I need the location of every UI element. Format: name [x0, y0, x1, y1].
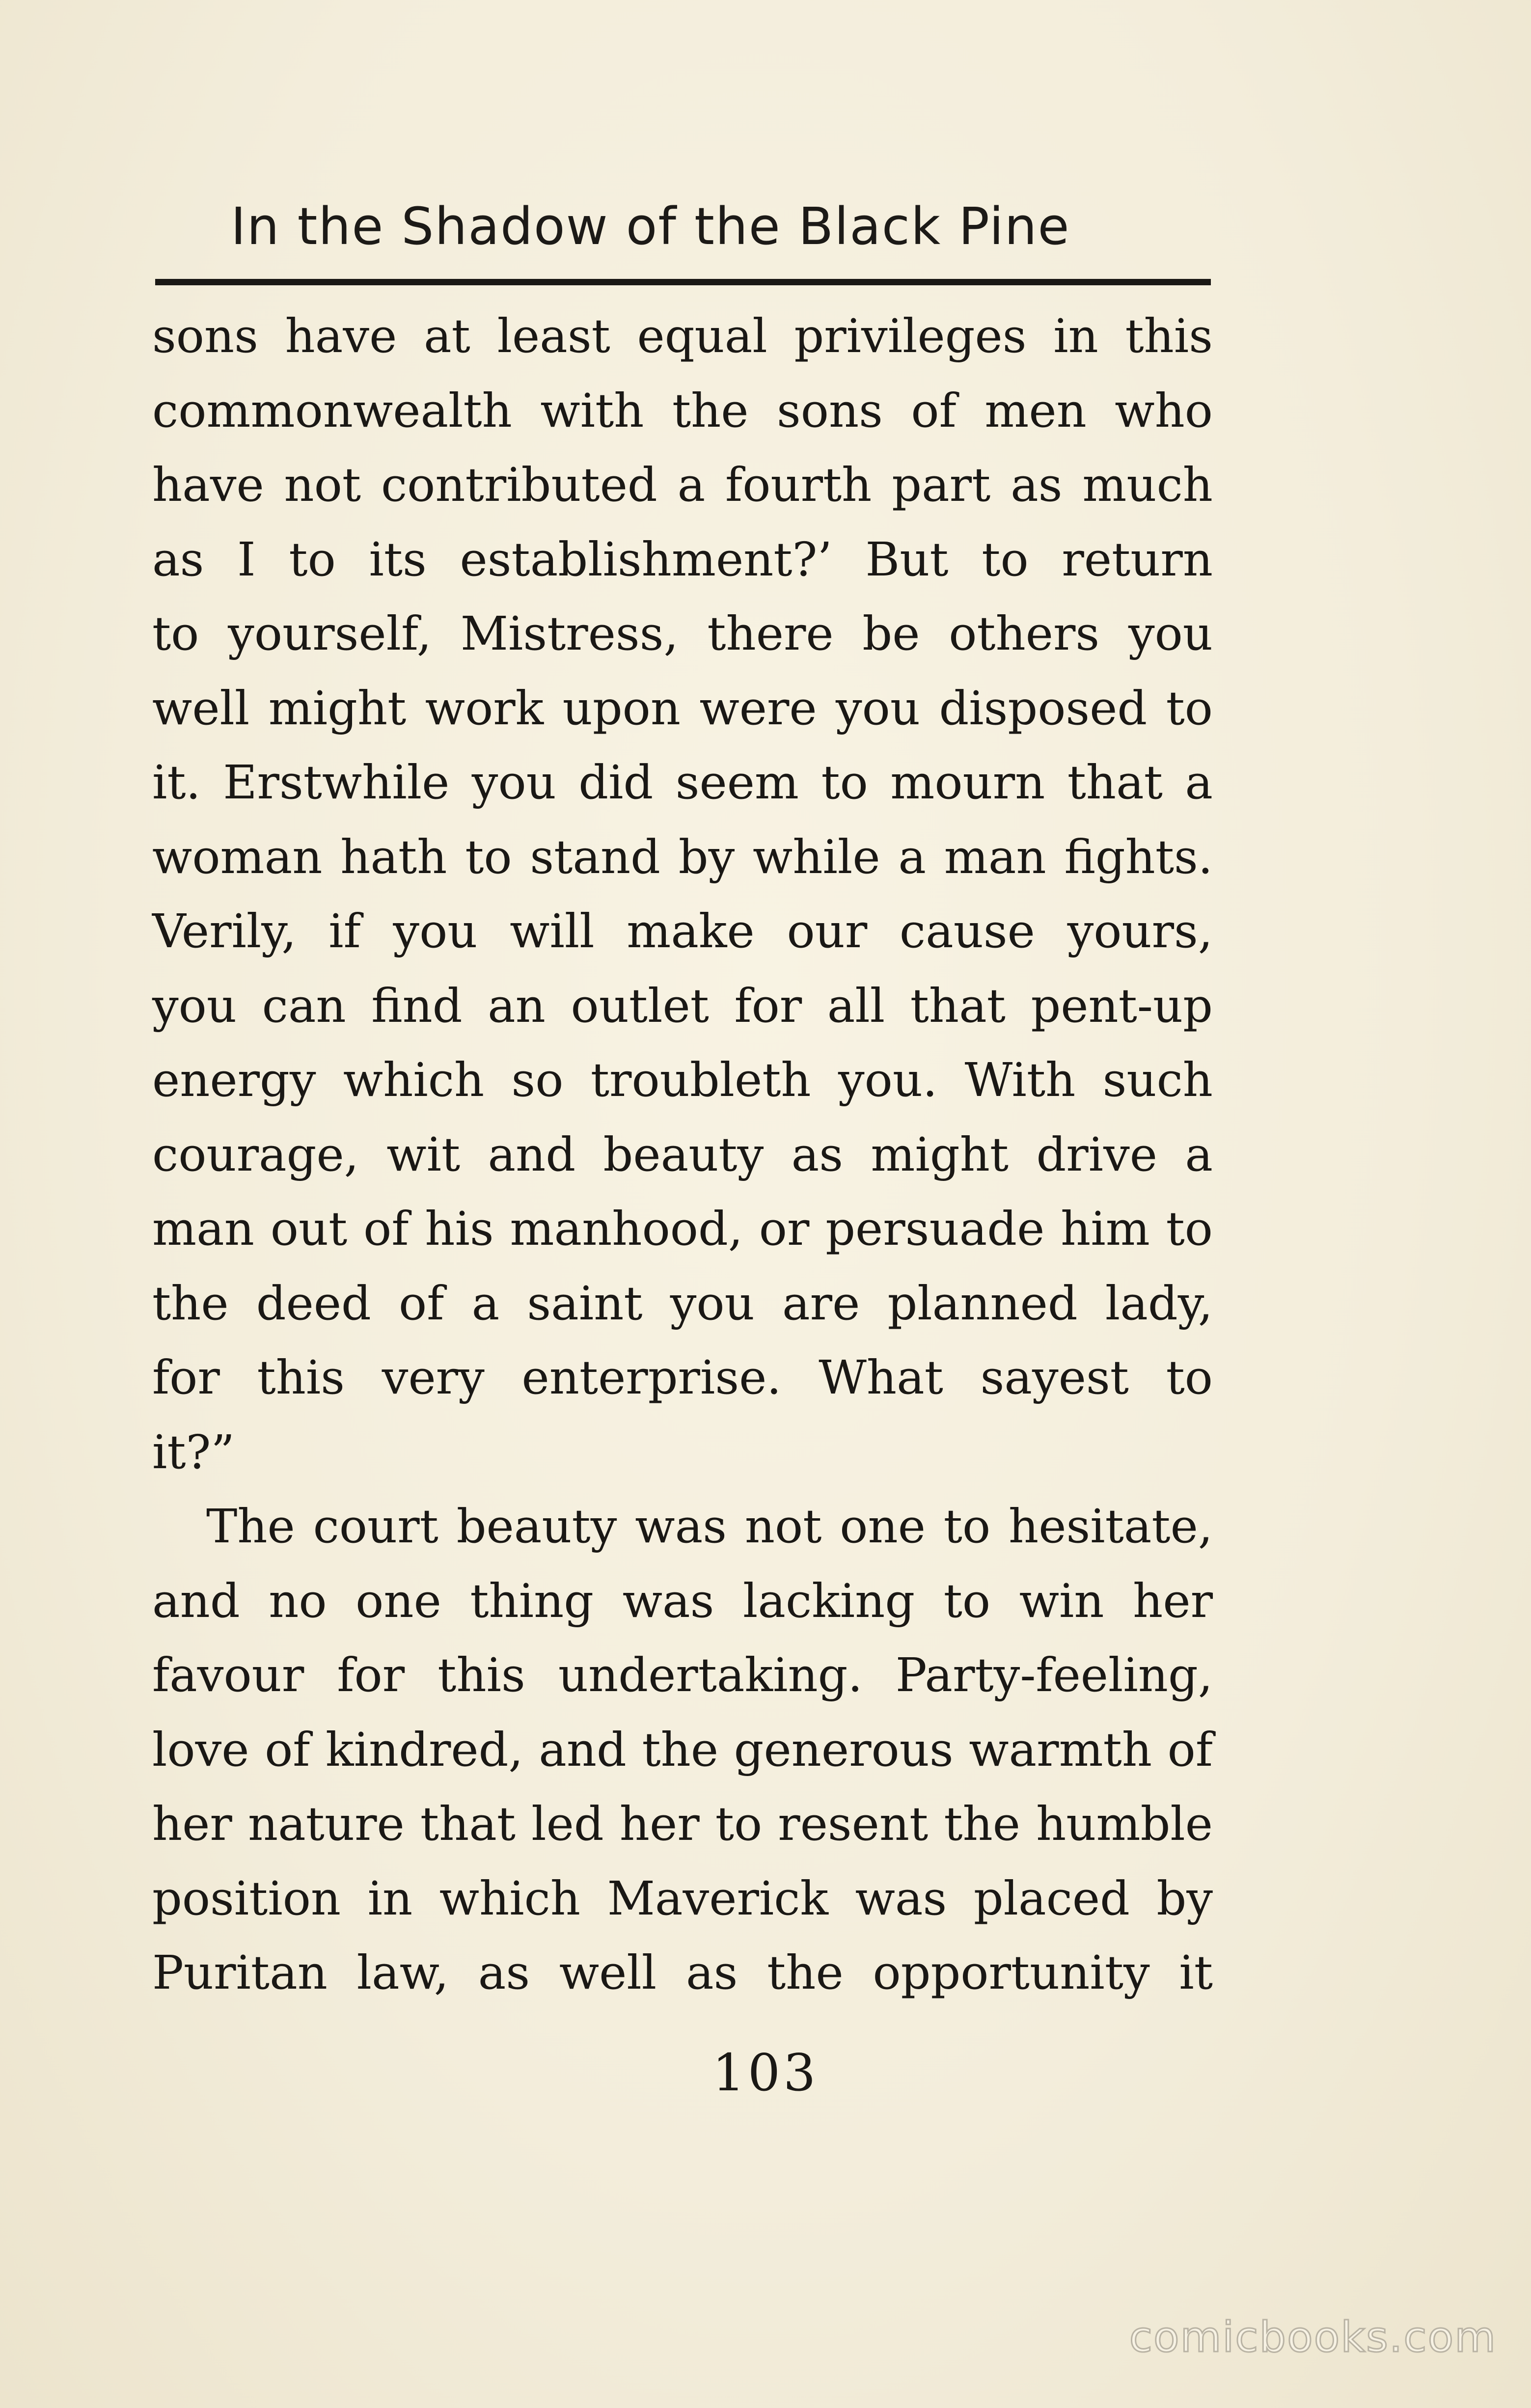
text-line: Verily, if you will make our cause yours, — [152, 904, 1213, 958]
text-line: have not contributed a fourth part as much — [152, 458, 1213, 512]
text-line: you can find an outlet for all that pent-up — [152, 979, 1213, 1033]
text-line: energy which so troubleth you. With such — [152, 1053, 1213, 1107]
text-line: as I to its establishment?’ But to return — [152, 532, 1213, 587]
text-line: it?” — [152, 1425, 235, 1479]
header-rule — [155, 279, 1211, 285]
text-line: sons have at least equal privileges in this — [152, 309, 1213, 363]
text-line: love of kindred, and the generous warmth of — [152, 1723, 1213, 1777]
text-line: well might work upon were you disposed to — [152, 681, 1213, 736]
text-line: man out of his manhood, or persuade him to — [152, 1202, 1213, 1256]
text-line: woman hath to stand by while a man fights. — [152, 830, 1213, 884]
body-text — [152, 300, 1213, 2011]
text-line: for this very enterprise. What sayest to — [152, 1351, 1213, 1405]
text-line: position in which Maverick was placed by — [152, 1871, 1213, 1926]
text-line: courage, wit and beauty as might drive a — [152, 1127, 1213, 1182]
running-head: In the Shadow of the Black Pine — [231, 196, 1070, 256]
paragraph-first-line: The court beauty was not one to hesitate, — [206, 1500, 1213, 1554]
page-number: 103 — [712, 2043, 819, 2103]
text-line: it. Erstwhile you did seem to mourn that a — [152, 756, 1213, 810]
text-line: Puritan law, as well as the opportunity it — [152, 1946, 1213, 2000]
text-line: the deed of a saint you are planned lady, — [152, 1276, 1213, 1331]
text-line: her nature that led her to resent the humble — [152, 1797, 1213, 1851]
text-line: favour for this undertaking. Party-feeling, — [152, 1648, 1213, 1702]
text-line: to yourself, Mistress, there be others you — [152, 607, 1213, 661]
text-line: commonwealth with the sons of men who — [152, 383, 1213, 438]
watermark: comicbooks.com — [1129, 2313, 1497, 2362]
text-line: and no one thing was lacking to win her — [152, 1574, 1213, 1628]
